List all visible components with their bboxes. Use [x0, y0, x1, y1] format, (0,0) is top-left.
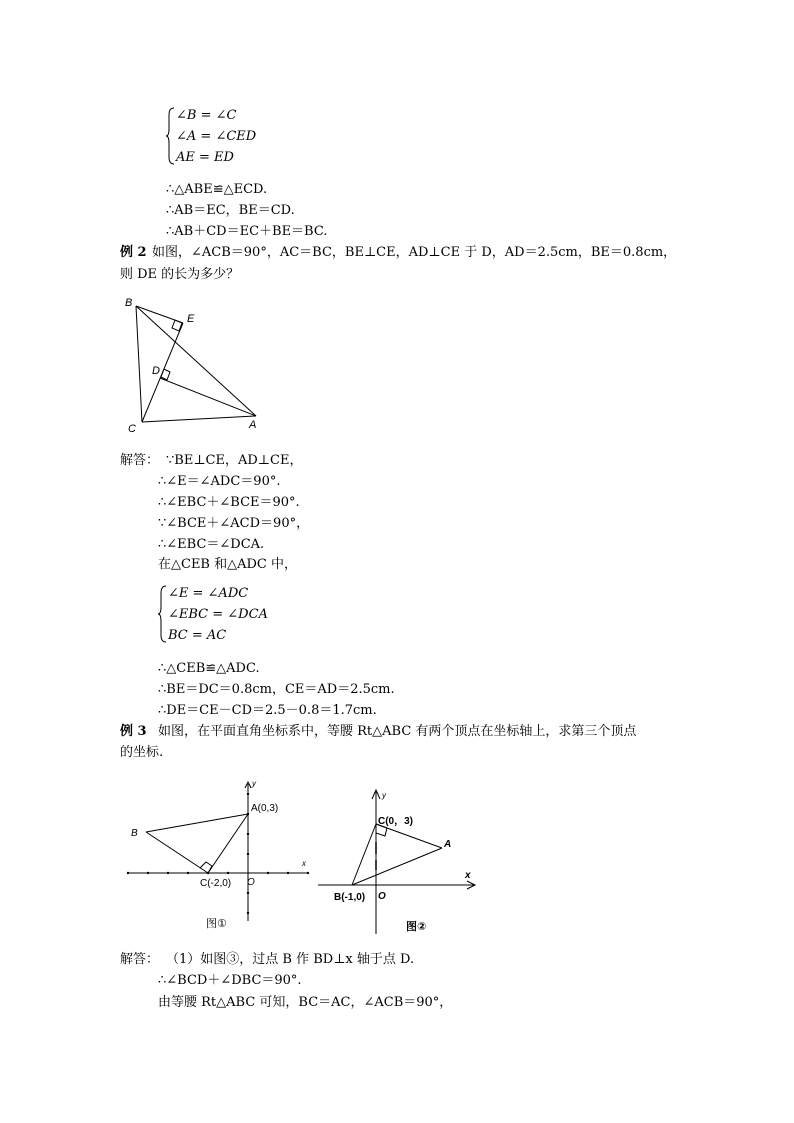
system-2-eq-1: ∠E = ∠ADC	[168, 586, 249, 601]
brace-system-2	[158, 585, 168, 643]
fig2-label-o: O	[378, 891, 386, 902]
ex2-answer-label: 解答：	[120, 453, 160, 468]
ex2-answer-line-1: ∵BE⊥CE，AD⊥CE，	[166, 453, 303, 468]
ex2-label: 例 2	[120, 245, 147, 260]
system-2-eq-2: ∠EBC = ∠DCA	[168, 607, 268, 622]
ex3-question-line-1: 如图，在平面直角坐标系中，等腰 Rt△ABC 有两个顶点在坐标轴上，求第三个顶点	[158, 724, 637, 739]
fig1-axis-y: y	[252, 779, 256, 788]
label-d: D	[152, 365, 160, 377]
ex1-line-3: ∴AB＋CD＝EC＋BE＝BC.	[166, 224, 328, 239]
ex2-answer-line-6: 在△CEB 和△ADC 中，	[158, 557, 298, 572]
ex1-line-1: ∴△ABE≌△ECD.	[166, 182, 268, 197]
ex2-answer-line-3: ∴∠EBC＋∠BCE＝90°.	[158, 495, 300, 510]
system-2-eq-3: BC = AC	[168, 628, 227, 643]
label-c: C	[128, 423, 136, 435]
label-e: E	[187, 313, 195, 325]
fig1-label-o: O	[247, 877, 255, 888]
ex2-answer-line-2: ∴∠E＝∠ADC＝90°.	[158, 474, 281, 489]
fig1-caption: 图①	[206, 918, 227, 930]
ex3-answer-line-2: ∴∠BCD＋∠DBC＝90°.	[158, 973, 302, 988]
segment-ca	[142, 416, 256, 422]
segment-bc	[352, 824, 376, 885]
fig1-label-b: B	[131, 828, 138, 839]
fig1-label-a: A(0,3)	[251, 803, 279, 814]
ex3-answer-label: 解答：	[120, 952, 160, 967]
fig1-axis-x: x	[302, 859, 306, 868]
fig2-label-a: A	[444, 839, 452, 850]
fig2-label-c: C(0，3)	[378, 816, 414, 827]
label-b: B	[125, 297, 133, 309]
segment-bc	[136, 306, 142, 422]
ex2-conclusion-3: ∴DE＝CE－CD＝2.5－0.8＝1.7cm.	[158, 703, 377, 718]
system-1-eq-2: ∠A = ∠CED	[176, 129, 257, 144]
ex3-label: 例 3	[120, 724, 147, 739]
ex3-answer-line-1: （1）如图③，过点 B 作 BD⊥x 轴于点 D.	[166, 952, 415, 967]
fig2-label-b: B(-1,0)	[334, 892, 366, 903]
ex2-conclusion-2: ∴BE＝DC＝0.8cm，CE＝AD＝2.5cm.	[158, 682, 395, 697]
ex3-figure-2	[316, 784, 481, 939]
brace-system-1	[166, 107, 176, 165]
right-angle-mark-d	[161, 369, 170, 380]
ex2-conclusion-1: ∴△CEB≌△ADC.	[158, 661, 260, 676]
system-1-eq-1: ∠B = ∠C	[176, 108, 237, 123]
segment-bc	[146, 832, 208, 873]
system-1-eq-3: AE = ED	[176, 150, 234, 165]
ex2-answer-line-5: ∴∠EBC＝∠DCA.	[158, 537, 265, 552]
ex3-answer-line-3: 由等腰 Rt△ABC 可知，BC＝AC，∠ACB＝90°，	[158, 995, 453, 1010]
segment-ad	[160, 378, 256, 416]
ex2-question-line-2: 则 DE 的长为多少？	[120, 267, 240, 282]
ex2-figure	[120, 292, 270, 437]
segment-ca	[208, 814, 248, 873]
fig2-axis-x: x	[465, 870, 471, 881]
segment-ba	[146, 814, 248, 832]
fig1-label-c: C(-2,0)	[200, 878, 232, 889]
fig2-caption: 图②	[406, 921, 427, 933]
ex1-line-2: ∴AB＝EC，BE＝CD.	[166, 203, 295, 218]
fig2-axis-y: y	[382, 791, 386, 800]
ex3-question-line-2: 的坐标.	[120, 745, 164, 760]
ex3-figure-1	[120, 776, 315, 936]
ex2-answer-line-4: ∵∠BCE＋∠ACD＝90°，	[158, 516, 310, 531]
label-a: A	[249, 419, 257, 431]
ex2-question-line-1: 如图，∠ACB＝90°，AC＝BC，BE⊥CE，AD⊥CE 于 D，AD＝2.5cm，BE＝0.8cm，	[152, 245, 677, 260]
segment-ab	[352, 848, 442, 885]
segment-ba	[136, 306, 256, 416]
